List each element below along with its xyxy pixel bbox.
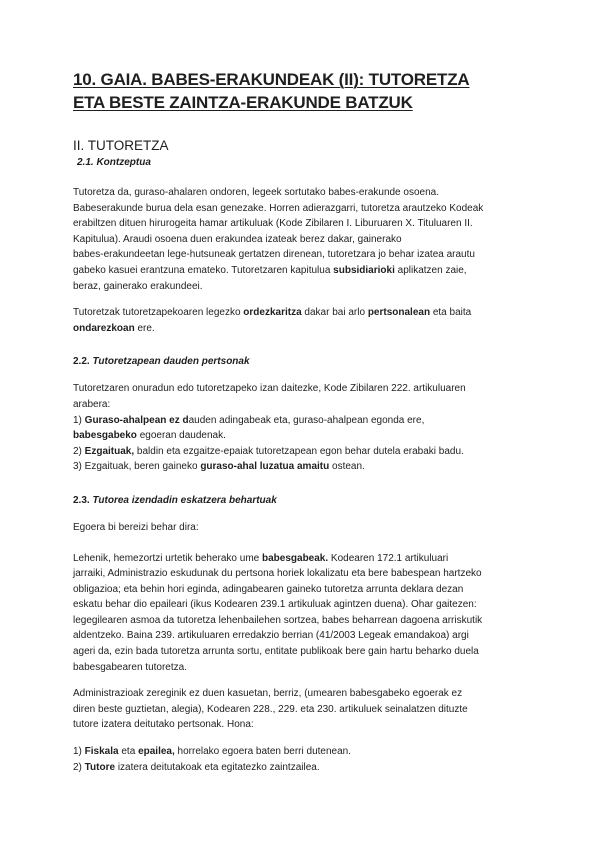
section-heading: II. TUTORETZA <box>73 138 169 153</box>
paragraph-representation: Tutoretzak tutoretzapekoaren legezko ordezkaritza dakar bai arlo pertsonalean eta baita ondarezkoan ere. <box>73 307 472 334</box>
paragraph-two-cases: Egoera bi bereizi behar dira: <box>73 521 199 533</box>
title-line-2: ETA BESTE ZAINTZA-ERAKUNDE BATZUK <box>73 93 413 112</box>
paragraph-administration: Administrazioak zereginik ez duen kasuetan, berriz, (umearen babesgabeko egoerak ez diren beste guztietan, alegia), Kodearen 228., 229. eta 230. artikuluek seinalatzen dituzte tutore izatera deitutako pertsonak. Hona: <box>73 688 468 731</box>
subheading-pertsonak: 2.2. Tutoretzapean dauden pertsonak <box>73 356 250 368</box>
document-page <box>73 68 533 775</box>
paragraph-called-persons: 1) Fiskala eta epailea, horrelako egoera baten berri dutenean. 2) Tutore izatera deitutakoak eta egitatezko zaintzailea. <box>73 746 352 773</box>
subheading-behartuak: 2.3. Tutorea izendadin eskatzera behartuak <box>73 494 277 506</box>
paragraph-unprotected-minors: Lehenik, hemezortzi urtetik beherako ume babesgabeak. Kodearen 172.1 artikuluari jarraiki, Administrazio eskudunak du pertsona horiek lokalizatu eta bere babespean hartzeko obligazioa; eta behin hori eginda, adingabearen gaineko tutoretza arrunta deklara dezan eskatu behar dio epaileari (ikus Kodearen 239.1 artikuluak agintzen duena). Ohar gaitezen: legegilearen asmoa da tutoretza lehenbailehen sortzea, babes beharrean dagoena arriskutik aldentzeko. Baina 239. artikuluaren erredakzio berrian (41/2003 Legeak emandakoa) argi ageri da, ezin bada tutoretza arrunta sortu, entitate publikoak bere gain hartu beharko duela babesgabearen tutoretza. <box>73 552 483 673</box>
document-title <box>73 68 533 114</box>
title-line-1: 10. GAIA. BABES-ERAKUNDEAK (II): TUTORETZA <box>73 70 470 89</box>
subheading-kontzeptua: 2.1. Kontzeptua <box>77 157 151 168</box>
paragraph-beneficiaries: Tutoretzaren onuradun edo tutoretzapeko izan daitezke, Kode Zibilaren 222. artikuluaren arabera: 1) Guraso-ahalpean ez dauden adingabeak eta, guraso-ahalpean egonda ere, babesgabeko egoeran daudenak. 2) Ezgaituak, baldin eta ezgaitze-epaiak tutoretzapean egon behar dutela erabaki badu. 3) Ezgaituak, beren gaineko guraso-ahal luzatua amaitu ostean. <box>73 383 466 473</box>
paragraph-definition: Tutoretza da, guraso-ahalaren ondoren, legeek sortutako babes-erakunde osoena. Babeserakunde burua dela esan genezake. Horren adierazgarri, tutoretza arautzeko Kodeak erabiltzen dituen hirurogeita hamar artikuluak (Kode Zibilaren I. Liburuaren X. Tituluaren II. Kapitulua). Araudi osoena duen erakundea izateak berez dakar, gainerako babes-erakundeetan lege-hutsuneak gertatzen direnean, tutoretzara jo behar izatea arautu gabeko kasuei erantzuna emateko. Tutoretzaren kapitulua subsidiarioki aplikatzen zaie, beraz, gainerako erakundeei. <box>73 187 484 292</box>
